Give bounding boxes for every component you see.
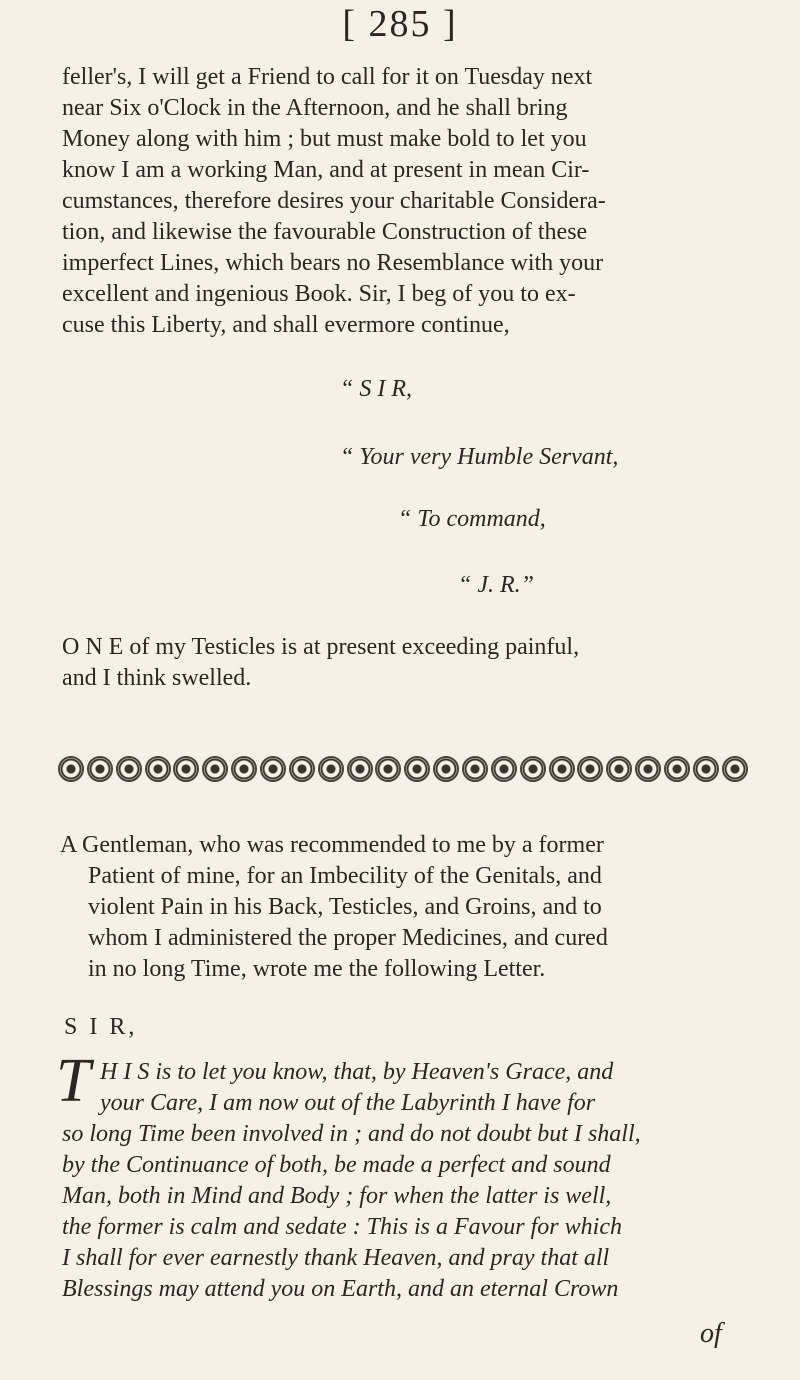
postscript-line: and I think swelled.: [62, 665, 252, 691]
text-line: cuse this Liberty, and shall evermore continue,: [62, 312, 510, 338]
text-line: imperfect Lines, which bears no Resemblance with your: [62, 250, 604, 276]
postscript-line: O N E of my Testicles is at present exceeding painful,: [62, 634, 580, 660]
text-line: H I S is to let you know, that, by Heaven's Grace, and: [100, 1059, 614, 1085]
salutation: “ S I R,: [340, 376, 412, 402]
salutation: S I R,: [64, 1014, 138, 1040]
text-line: feller's, I will get a Friend to call for it on Tuesday next: [62, 64, 593, 90]
rosette-ornament-icon: [433, 756, 459, 782]
rosette-ornament-icon: [116, 756, 142, 782]
rosette-ornament-icon: [462, 756, 488, 782]
rosette-ornament-icon: [347, 756, 373, 782]
catchword: of: [700, 1318, 722, 1349]
signature: “ J. R.”: [458, 572, 535, 598]
text-line: Patient of mine, for an Imbecility of the Genitals, and: [88, 863, 602, 889]
closing-command: “ To command,: [398, 506, 546, 532]
rosette-ornament-icon: [318, 756, 344, 782]
ornament-divider: [58, 754, 748, 784]
rosette-ornament-icon: [375, 756, 401, 782]
rosette-ornament-icon: [87, 756, 113, 782]
rosette-ornament-icon: [260, 756, 286, 782]
rosette-ornament-icon: [693, 756, 719, 782]
text-line: know I am a working Man, and at present in mean Cir-: [62, 157, 590, 183]
text-line: Blessings may attend you on Earth, and an eternal Crown: [62, 1276, 619, 1302]
text-line: violent Pain in his Back, Testicles, and Groins, and to: [88, 894, 602, 920]
text-line: Man, both in Mind and Body ; for when the latter is well,: [62, 1183, 612, 1209]
closing-servant: “ Your very Humble Servant,: [340, 444, 619, 470]
text-line: the former is calm and sedate : This is a Favour for which: [62, 1214, 622, 1240]
rosette-ornament-icon: [173, 756, 199, 782]
rosette-ornament-icon: [520, 756, 546, 782]
text-line: your Care, I am now out of the Labyrinth I have for: [100, 1090, 596, 1116]
page-number: [ 285 ]: [342, 3, 458, 45]
drop-cap: T: [56, 1047, 91, 1115]
rosette-ornament-icon: [58, 756, 84, 782]
rosette-ornament-icon: [577, 756, 603, 782]
rosette-ornament-icon: [202, 756, 228, 782]
text-line: excellent and ingenious Book. Sir, I beg of you to ex-: [62, 281, 576, 307]
rosette-ornament-icon: [722, 756, 748, 782]
text-line: Money along with him ; but must make bold to let you: [62, 126, 587, 152]
rosette-ornament-icon: [145, 756, 171, 782]
text-line: in no long Time, wrote me the following Letter.: [88, 956, 546, 982]
rosette-ornament-icon: [404, 756, 430, 782]
rosette-ornament-icon: [231, 756, 257, 782]
rosette-ornament-icon: [549, 756, 575, 782]
rosette-ornament-icon: [664, 756, 690, 782]
rosette-ornament-icon: [606, 756, 632, 782]
rosette-ornament-icon: [289, 756, 315, 782]
text-line: whom I administered the proper Medicines, and cured: [88, 925, 608, 951]
text-line: A Gentleman, who was recommended to me by a former: [60, 832, 604, 858]
rosette-ornament-icon: [491, 756, 517, 782]
text-line: so long Time been involved in ; and do not doubt but I shall,: [62, 1121, 641, 1147]
text-line: I shall for ever earnestly thank Heaven, and pray that all: [62, 1245, 610, 1271]
text-line: near Six o'Clock in the Afternoon, and he shall bring: [62, 95, 568, 121]
rosette-ornament-icon: [635, 756, 661, 782]
text-line: by the Continuance of both, be made a perfect and sound: [62, 1152, 611, 1178]
text-line: cumstances, therefore desires your charitable Considera-: [62, 188, 606, 214]
text-line: tion, and likewise the favourable Construction of these: [62, 219, 588, 245]
